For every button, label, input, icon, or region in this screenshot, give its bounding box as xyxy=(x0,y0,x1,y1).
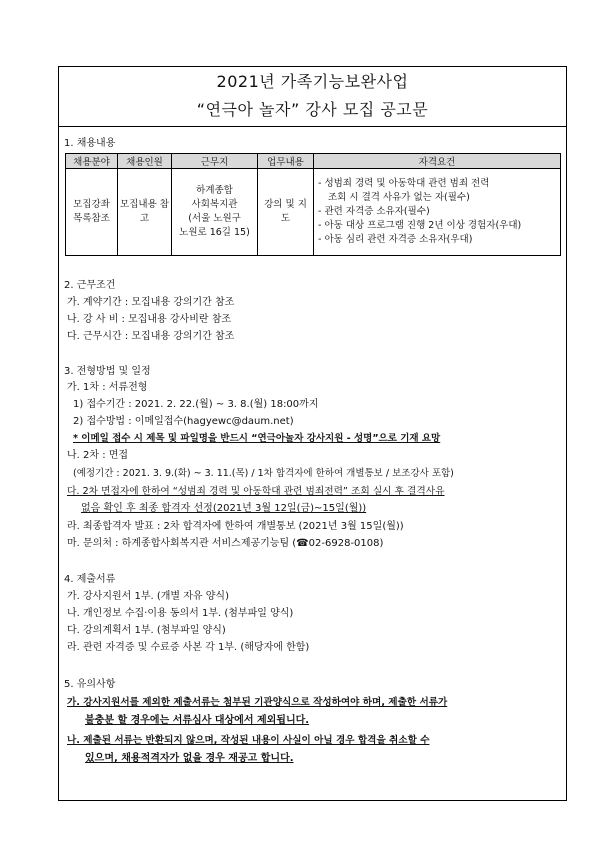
section5-heading: 5. 유의사항 xyxy=(64,679,116,690)
document-item: 다. 강의계획서 1부. (첨부파일 양식) xyxy=(67,625,226,636)
section3-heading: 3. 전형방법 및 일정 xyxy=(64,366,151,377)
round1-label: 가. 1차 : 서류전형 xyxy=(67,382,148,393)
round2-schedule: (예정기간 : 2021. 3. 9.(화) ~ 3. 11.(목) / 1차 합격자에 한하여 개별통보 / 보조강사 포함) xyxy=(73,468,454,479)
contact-info: 마. 문의처 : 하계종합사회복지관 서비스제공기능팀 (☎02-6928-0108) xyxy=(67,538,384,549)
notice-frame xyxy=(58,66,567,801)
cell-count: 모집내용 참고 xyxy=(118,169,172,256)
notice2-line1: 나. 제출된 서류는 반환되지 않으며, 작성된 내용이 사실이 아닐 경우 합격을 취소할 수 xyxy=(67,735,430,746)
work-condition-item: 다. 근무시간 : 모집내용 강의기간 참조 xyxy=(67,331,235,342)
header-field: 채용분야 xyxy=(66,154,118,169)
application-method: 2) 접수방법 : 이메일접수(hagyewc@daum.net) xyxy=(73,416,294,427)
email-note: * 이메일 접수 시 제목 및 파일명을 반드시 “연극아놀자 강사지원 - 성명”으로 기재 요망 xyxy=(73,433,441,444)
qualification-item: - 성범죄 경력 및 아동학대 관련 범죄 전력 xyxy=(318,178,490,189)
document-item: 가. 강사지원서 1부. (개별 자유 양식) xyxy=(67,591,229,602)
notice1-line1: 가. 강사지원서를 제외한 제출서류는 첨부된 기관양식으로 작성하여야 하며, 제출한 서류가 xyxy=(67,697,448,708)
final-announcement: 라. 최종합격자 발표 : 2차 합격자에 한하여 개별통보 (2021년 3월 15일(월)) xyxy=(67,521,404,532)
background-check-line2: 없음 확인 후 최종 합격자 선정(2021년 3월 12일(금)~15일(월)) xyxy=(81,503,367,514)
table-header-row xyxy=(66,154,561,169)
cell-field: 모집강좌 목록참조 xyxy=(66,169,118,256)
application-period: 1) 접수기간 : 2021. 2. 22.(월) ~ 3. 8.(월) 18:00까지 xyxy=(73,399,319,410)
place-line: 사회복지관 xyxy=(191,199,238,210)
qualification-item: - 아동 심리 관련 자격증 소유자(우대) xyxy=(318,234,473,245)
header-count: 채용인원 xyxy=(118,154,172,169)
table-row xyxy=(66,169,561,256)
section4-heading: 4. 제출서류 xyxy=(64,574,116,585)
round2-label: 나. 2차 : 면접 xyxy=(67,450,129,461)
qualification-item: - 관련 자격증 소유자(필수) xyxy=(318,206,430,217)
qualification-item: - 아동 대상 프로그램 진행 2년 이상 경험자(우대) xyxy=(318,220,522,231)
notice2-line2: 있으며, 채용적격자가 없을 경우 재공고 합니다. xyxy=(85,753,294,764)
title-line-2: “연극아 놀자” 강사 모집 공고문 xyxy=(196,100,429,119)
place-line: (서울 노원구 xyxy=(188,213,241,224)
place-line: 노원로 16길 15) xyxy=(179,227,250,238)
cell-place xyxy=(172,169,258,256)
section2-heading: 2. 근무조건 xyxy=(64,280,116,291)
notice1-line2: 불충분 할 경우에는 서류심사 대상에서 제외됩니다. xyxy=(85,715,310,726)
cell-work: 강의 및 지도 xyxy=(258,169,314,256)
place-line: 하계종합 xyxy=(196,185,233,196)
header-work: 업무내용 xyxy=(258,154,314,169)
work-condition-item: 나. 강 사 비 : 모집내용 강사비란 참조 xyxy=(67,314,232,325)
header-qualification: 자격요건 xyxy=(314,154,561,169)
title-line-1: 2021년 가족기능보완사업 xyxy=(216,72,409,91)
section1-heading: 1. 채용내용 xyxy=(64,138,116,149)
cell-qualification xyxy=(314,169,561,256)
qualification-item: 조회 시 결격 사유가 없는 자(필수) xyxy=(328,192,470,203)
recruit-table xyxy=(65,153,561,256)
work-condition-item: 가. 계약기간 : 모집내용 강의기간 참조 xyxy=(67,297,235,308)
background-check-line1: 다. 2차 면접자에 한하여 “성범죄 경력 및 아동학대 관련 범죄전력” 조회 실시 후 결격사유 xyxy=(67,486,445,497)
title-box xyxy=(59,67,566,127)
document-item: 나. 개인정보 수집·이용 동의서 1부. (첨부파일 양식) xyxy=(67,608,294,619)
document-item: 라. 관련 자격증 및 수료증 사본 각 1부. (해당자에 한함) xyxy=(67,642,310,653)
header-place: 근무지 xyxy=(172,154,258,169)
